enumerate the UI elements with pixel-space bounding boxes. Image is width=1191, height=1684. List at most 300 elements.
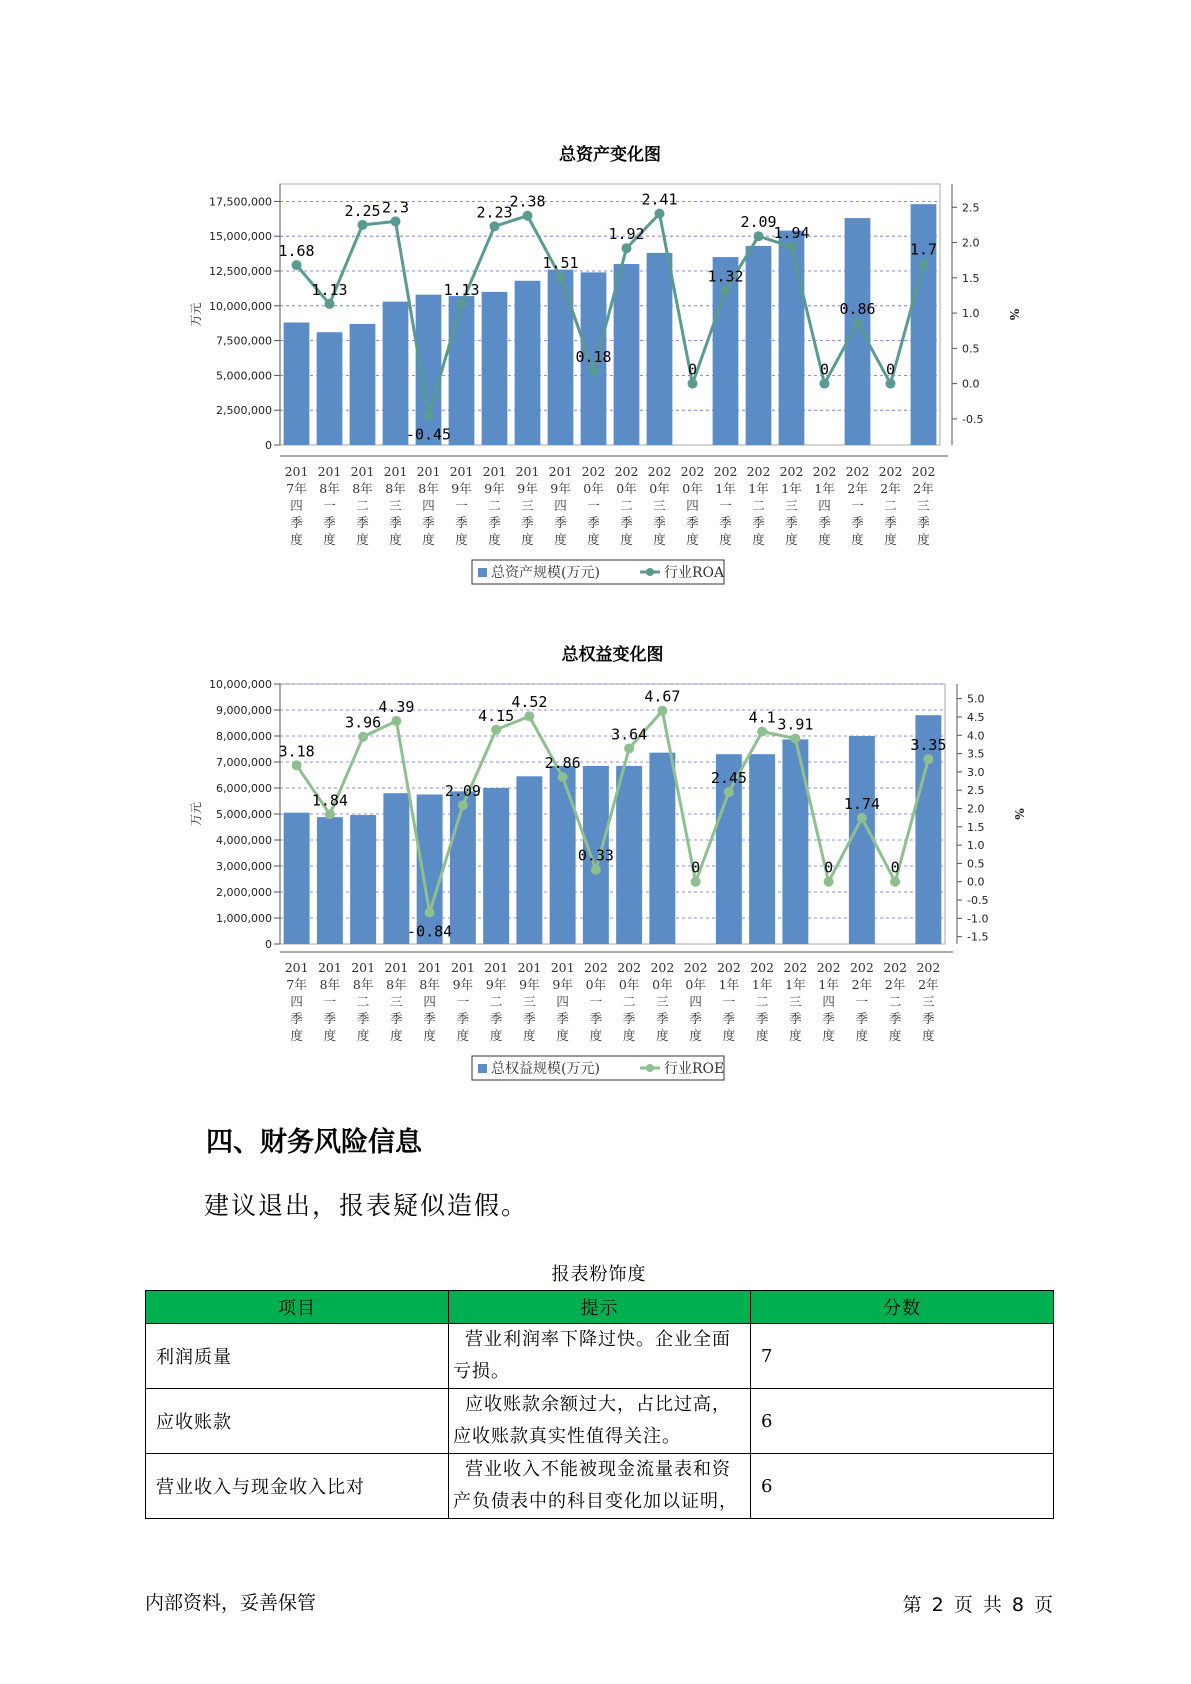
x-tick-label: 201 xyxy=(416,464,441,479)
x-tick-label: 201 xyxy=(351,960,376,975)
x-tick-label: 9年 xyxy=(517,481,538,496)
data-label: 1.68 xyxy=(278,242,315,261)
x-tick-label: 度 xyxy=(752,532,765,547)
data-label: 4.15 xyxy=(478,706,515,725)
bar xyxy=(849,736,875,944)
bar xyxy=(647,253,673,445)
x-tick-label: 度 xyxy=(523,1028,536,1043)
x-tick-label: 季 xyxy=(290,515,303,530)
x-tick-label: 201 xyxy=(517,960,542,975)
y2-tick-label: 3.0 xyxy=(967,765,985,779)
x-tick-label: 202 xyxy=(916,960,941,975)
x-tick-label: 季 xyxy=(789,1011,802,1026)
data-label: 0 xyxy=(824,858,834,877)
x-tick-label: 201 xyxy=(350,464,375,479)
x-tick-label: 季 xyxy=(818,515,831,530)
data-label: 3.18 xyxy=(278,742,315,761)
line-point xyxy=(458,800,468,810)
line-point xyxy=(292,760,302,770)
x-tick-label: 1年 xyxy=(715,481,736,496)
x-tick-label: 1年 xyxy=(718,977,740,992)
x-tick-label: 二 xyxy=(620,498,633,513)
section-heading: 四、财务风险信息 xyxy=(206,1127,422,1158)
line-point xyxy=(325,299,335,309)
x-tick-label: 2年 xyxy=(913,481,934,496)
data-label: 0 xyxy=(687,360,698,379)
data-label: 3.91 xyxy=(777,715,814,734)
bar xyxy=(383,302,409,445)
x-tick-label: 季 xyxy=(851,515,864,530)
x-tick-label: 9年 xyxy=(451,481,472,496)
x-tick-label: 四 xyxy=(290,994,303,1009)
y-tick-label: 0 xyxy=(265,439,272,452)
bar xyxy=(449,296,475,445)
x-tick-label: 季 xyxy=(722,1011,736,1026)
line-point xyxy=(787,242,797,252)
x-tick-label: 0年 xyxy=(682,481,703,496)
x-tick-label: 季 xyxy=(455,515,468,530)
x-tick-label: 三 xyxy=(521,498,534,513)
x-tick-label: 季 xyxy=(922,1011,935,1026)
x-tick-label: 度 xyxy=(686,532,699,547)
legend-bar-label: 总权益规模(万元) xyxy=(491,1061,600,1077)
line-point xyxy=(886,379,896,389)
x-tick-label: 度 xyxy=(656,1028,669,1043)
table-caption: 报表粉饰度 xyxy=(551,1264,647,1285)
data-label: 2.25 xyxy=(344,201,381,220)
x-tick-label: 度 xyxy=(488,532,501,547)
row-hint: 营业利润率下降过快。企业全面亏损。 xyxy=(449,1324,751,1389)
header-item: 项目 xyxy=(146,1291,449,1324)
x-tick-label: 度 xyxy=(389,532,402,547)
y2-tick-label: 1.5 xyxy=(962,271,980,285)
x-tick-label: 季 xyxy=(587,515,600,530)
x-tick-label: 季 xyxy=(653,515,666,530)
y-tick-label: 0 xyxy=(265,938,272,951)
y-tick-label: 9,000,000 xyxy=(216,704,272,717)
row-hint: 营业收入不能被现金流量表和资产负债表中的科目变化加以证明， xyxy=(449,1454,751,1519)
x-tick-label: 8年 xyxy=(319,977,341,992)
x-tick-label: 202 xyxy=(816,960,841,975)
line-point xyxy=(857,813,867,823)
x-tick-label: 度 xyxy=(290,1028,303,1043)
line-point xyxy=(757,727,767,737)
line-point xyxy=(657,706,667,716)
x-tick-label: 201 xyxy=(548,464,573,479)
x-tick-label: 1年 xyxy=(751,977,773,992)
y2-tick-label: 2.5 xyxy=(962,201,980,215)
x-tick-label: 季 xyxy=(686,515,699,530)
y2-tick-label: 0.5 xyxy=(967,857,985,871)
x-tick-label: 度 xyxy=(851,532,864,547)
x-tick-label: 三 xyxy=(917,498,930,513)
data-label: 3.64 xyxy=(611,725,648,744)
line-point xyxy=(890,877,900,887)
row-score: 7 xyxy=(751,1324,1054,1389)
y-tick-label: 4,000,000 xyxy=(216,834,272,847)
x-tick-label: 0年 xyxy=(583,481,604,496)
line-point xyxy=(358,220,368,230)
line-point xyxy=(923,754,933,764)
x-tick-label: 一 xyxy=(587,498,600,513)
x-tick-label: 季 xyxy=(323,1011,337,1026)
x-tick-label: 202 xyxy=(650,960,675,975)
x-tick-label: 202 xyxy=(849,960,874,975)
row-score: 6 xyxy=(751,1389,1054,1454)
line-point xyxy=(424,410,434,420)
x-tick-label: 季 xyxy=(620,515,633,530)
x-tick-label: 季 xyxy=(822,1011,835,1026)
x-tick-label: 二 xyxy=(884,498,897,513)
y-tick-label: 7,500,000 xyxy=(216,334,272,348)
x-tick-label: 三 xyxy=(785,498,798,513)
line-point xyxy=(624,743,634,753)
table-row xyxy=(146,1324,1054,1389)
x-tick-label: 一 xyxy=(455,498,468,513)
x-tick-label: 2年 xyxy=(847,481,868,496)
x-tick-label: 度 xyxy=(323,1028,337,1043)
x-tick-label: 9年 xyxy=(519,977,540,992)
y-tick-label: 5,000,000 xyxy=(216,369,272,383)
bar xyxy=(516,776,542,944)
y2-tick-label: 1.0 xyxy=(967,839,985,853)
line-point xyxy=(622,243,632,253)
y-tick-label: 10,000,000 xyxy=(209,299,272,313)
x-tick-label: 季 xyxy=(888,1011,902,1026)
x-tick-label: 二 xyxy=(356,498,369,513)
x-tick-label: 度 xyxy=(755,1028,769,1043)
x-tick-label: 2年 xyxy=(880,481,901,496)
line-point xyxy=(457,299,467,309)
line-point xyxy=(425,908,435,918)
x-tick-label: 202 xyxy=(779,464,804,479)
x-tick-label: 二 xyxy=(489,994,503,1009)
x-tick-label: 四 xyxy=(556,994,569,1009)
y2-tick-label: 4.0 xyxy=(967,729,985,743)
x-tick-label: 季 xyxy=(489,1011,503,1026)
y-tick-label: 2,500,000 xyxy=(216,404,272,418)
x-tick-label: 度 xyxy=(620,532,633,547)
x-tick-label: 四 xyxy=(689,994,702,1009)
data-label: 3.35 xyxy=(910,736,947,755)
legend-line-label: 行业ROE xyxy=(664,1061,725,1077)
x-tick-label: 度 xyxy=(323,532,336,547)
bar xyxy=(616,766,642,944)
x-tick-label: 季 xyxy=(719,515,732,530)
bar xyxy=(749,754,775,944)
x-tick-label: 度 xyxy=(390,1028,403,1043)
x-tick-label: 9年 xyxy=(484,481,505,496)
legend-line-marker xyxy=(646,1064,654,1072)
x-tick-label: 度 xyxy=(455,532,468,547)
line-point xyxy=(491,725,501,735)
x-tick-label: 度 xyxy=(489,1028,503,1043)
x-tick-label: 四 xyxy=(686,498,699,513)
x-tick-label: 三 xyxy=(390,994,403,1009)
data-label: -0.45 xyxy=(405,425,452,444)
data-label: 2.45 xyxy=(710,769,747,788)
legend-line-label: 行业ROA xyxy=(664,565,725,581)
y2-tick-label: 1.0 xyxy=(962,307,980,321)
line-point xyxy=(523,211,533,221)
total-equity-chart xyxy=(0,630,1191,1100)
x-tick-label: 度 xyxy=(356,532,369,547)
x-tick-label: 三 xyxy=(389,498,402,513)
x-tick-label: 1年 xyxy=(748,481,769,496)
y-tick-label: 17,500,000 xyxy=(209,195,272,209)
header-hint: 提示 xyxy=(449,1291,751,1324)
x-tick-label: 202 xyxy=(647,464,672,479)
line-point xyxy=(490,221,500,231)
x-tick-label: 度 xyxy=(422,532,435,547)
x-tick-label: 度 xyxy=(789,1028,802,1043)
x-tick-label: 度 xyxy=(785,532,798,547)
line-point xyxy=(853,318,863,328)
x-tick-label: 度 xyxy=(884,532,897,547)
bar xyxy=(483,788,509,944)
x-tick-label: 度 xyxy=(917,532,930,547)
data-label: 2.23 xyxy=(476,203,513,222)
x-tick-label: 201 xyxy=(484,960,509,975)
bar xyxy=(350,324,376,445)
x-tick-label: 季 xyxy=(521,515,534,530)
x-tick-label: 二 xyxy=(755,994,769,1009)
x-tick-label: 季 xyxy=(554,515,567,530)
x-tick-label: 202 xyxy=(581,464,606,479)
data-label: 2.38 xyxy=(509,192,546,211)
line-point xyxy=(292,260,302,270)
x-tick-label: 202 xyxy=(878,464,903,479)
data-label: 2.09 xyxy=(444,782,481,801)
y-axis-title: 万元 xyxy=(189,302,203,327)
y2-tick-label: 4.5 xyxy=(967,710,985,724)
x-tick-label: 0年 xyxy=(618,977,640,992)
x-tick-label: 度 xyxy=(556,1028,569,1043)
data-label: 2.09 xyxy=(740,213,777,232)
x-tick-label: 201 xyxy=(449,464,474,479)
x-tick-label: 202 xyxy=(812,464,837,479)
x-tick-label: 1年 xyxy=(818,977,839,992)
data-label: 4.39 xyxy=(378,697,415,716)
x-tick-label: 202 xyxy=(683,960,708,975)
x-tick-label: 季 xyxy=(689,1011,702,1026)
data-label: 0.33 xyxy=(577,846,614,865)
x-tick-label: 三 xyxy=(922,994,935,1009)
y-tick-label: 5,000,000 xyxy=(216,808,272,821)
x-tick-label: 季 xyxy=(855,1011,869,1026)
data-label: 1.94 xyxy=(773,223,810,242)
y-tick-label: 3,000,000 xyxy=(216,860,272,873)
x-tick-label: 季 xyxy=(556,1011,569,1026)
data-label: 1.32 xyxy=(707,267,744,286)
x-tick-label: 8年 xyxy=(419,977,440,992)
y2-tick-label: 0.5 xyxy=(962,342,980,356)
line-point xyxy=(919,259,929,269)
row-item: 利润质量 xyxy=(146,1324,449,1389)
x-tick-label: 季 xyxy=(755,1011,769,1026)
x-tick-label: 2年 xyxy=(851,977,873,992)
x-tick-label: 8年 xyxy=(319,481,340,496)
data-label: 0.18 xyxy=(575,347,612,366)
y-tick-label: 1,000,000 xyxy=(216,912,272,925)
data-label: 0 xyxy=(819,360,830,379)
row-score: 6 xyxy=(751,1454,1054,1519)
bar xyxy=(649,753,675,944)
bar xyxy=(317,332,343,445)
data-label: 1.13 xyxy=(311,280,348,299)
x-tick-label: 202 xyxy=(583,960,608,975)
x-tick-label: 202 xyxy=(750,960,775,975)
x-tick-label: 8年 xyxy=(418,481,439,496)
footer-page-number: 第 2 页 共 8 页 xyxy=(902,1594,1053,1616)
x-tick-label: 三 xyxy=(789,994,802,1009)
x-tick-label: 度 xyxy=(423,1028,436,1043)
x-tick-label: 一 xyxy=(855,994,869,1009)
x-tick-label: 度 xyxy=(719,532,732,547)
total-assets-chart xyxy=(0,130,1191,600)
y2-tick-label: -0.5 xyxy=(962,412,984,426)
x-tick-label: 一 xyxy=(323,498,336,513)
line-point xyxy=(325,809,335,819)
x-tick-label: 2年 xyxy=(884,977,906,992)
line-point xyxy=(820,379,830,389)
x-tick-label: 201 xyxy=(284,960,309,975)
x-tick-label: 201 xyxy=(515,464,540,479)
x-tick-label: 1年 xyxy=(785,977,806,992)
bar xyxy=(350,815,376,944)
y-tick-label: 8,000,000 xyxy=(216,730,272,743)
x-tick-label: 四 xyxy=(290,498,303,513)
x-tick-label: 201 xyxy=(482,464,507,479)
x-tick-label: 202 xyxy=(845,464,870,479)
x-tick-label: 0年 xyxy=(585,977,607,992)
data-label: 4.67 xyxy=(644,687,681,706)
y2-tick-label: -0.5 xyxy=(967,894,989,908)
x-tick-label: 一 xyxy=(722,994,736,1009)
y2-tick-label: 3.5 xyxy=(967,747,985,761)
x-tick-label: 季 xyxy=(589,1011,603,1026)
x-tick-label: 202 xyxy=(883,960,908,975)
x-tick-label: 度 xyxy=(818,532,831,547)
data-label: 1.84 xyxy=(311,791,348,810)
line-point xyxy=(358,732,368,742)
x-tick-label: 202 xyxy=(783,960,808,975)
x-tick-label: 202 xyxy=(614,464,639,479)
data-label: 0 xyxy=(885,360,896,379)
risk-table xyxy=(145,1290,1054,1519)
y2-tick-label: 2.5 xyxy=(967,784,985,798)
x-tick-label: 四 xyxy=(422,498,435,513)
x-tick-label: 201 xyxy=(317,960,342,975)
x-tick-label: 202 xyxy=(746,464,771,479)
x-tick-label: 季 xyxy=(356,515,369,530)
bar xyxy=(548,270,574,445)
x-tick-label: 8年 xyxy=(386,977,407,992)
bar xyxy=(550,766,576,944)
y-tick-label: 10,000,000 xyxy=(209,678,272,691)
data-label: 4.1 xyxy=(748,708,776,727)
x-tick-label: 季 xyxy=(390,1011,403,1026)
x-tick-label: 201 xyxy=(384,960,409,975)
bar xyxy=(515,281,541,445)
x-tick-label: 季 xyxy=(356,1011,370,1026)
x-tick-label: 季 xyxy=(456,1011,470,1026)
line-point xyxy=(556,272,566,282)
bar xyxy=(450,791,476,944)
data-label: 4.52 xyxy=(511,693,548,712)
x-tick-label: 季 xyxy=(622,1011,636,1026)
y2-axis-title: % xyxy=(1007,308,1021,321)
data-label: -0.84 xyxy=(407,922,453,941)
x-tick-label: 201 xyxy=(317,464,342,479)
x-tick-label: 季 xyxy=(785,515,798,530)
x-tick-label: 0年 xyxy=(616,481,637,496)
x-tick-label: 9年 xyxy=(485,977,507,992)
y2-tick-label: 2.0 xyxy=(967,802,985,816)
x-tick-label: 四 xyxy=(818,498,831,513)
bar xyxy=(284,813,310,944)
x-tick-label: 季 xyxy=(290,1011,303,1026)
x-tick-label: 9年 xyxy=(452,977,474,992)
data-label: 1.51 xyxy=(542,254,579,273)
x-tick-label: 季 xyxy=(752,515,765,530)
y2-tick-label: 5.0 xyxy=(967,692,985,706)
x-tick-label: 三 xyxy=(653,498,666,513)
bar xyxy=(317,817,343,944)
line-point xyxy=(824,877,834,887)
x-tick-label: 二 xyxy=(752,498,765,513)
line-point xyxy=(524,711,534,721)
data-label: 1.7 xyxy=(909,240,938,259)
x-tick-label: 度 xyxy=(722,1028,736,1043)
x-tick-label: 201 xyxy=(550,960,575,975)
y-tick-label: 15,000,000 xyxy=(209,230,272,244)
header-score: 分数 xyxy=(751,1291,1054,1324)
y-tick-label: 12,500,000 xyxy=(209,265,272,278)
x-tick-label: 度 xyxy=(855,1028,869,1043)
x-tick-label: 201 xyxy=(383,464,408,479)
section-text: 建议退出，报表疑似造假。 xyxy=(204,1191,529,1220)
x-tick-label: 度 xyxy=(653,532,666,547)
x-tick-label: 201 xyxy=(450,960,475,975)
x-tick-label: 202 xyxy=(617,960,642,975)
x-tick-label: 二 xyxy=(622,994,636,1009)
bar xyxy=(284,323,310,445)
line-point xyxy=(589,366,599,376)
line-point xyxy=(655,209,665,219)
data-label: 0 xyxy=(691,858,701,877)
line-point xyxy=(691,877,701,887)
bar xyxy=(383,793,409,944)
data-label: 1.74 xyxy=(843,795,880,814)
x-tick-label: 季 xyxy=(423,1011,436,1026)
row-item: 应收账款 xyxy=(146,1389,449,1454)
x-tick-label: 度 xyxy=(521,532,534,547)
x-tick-label: 202 xyxy=(716,960,741,975)
chart-title: 总权益变化图 xyxy=(561,645,664,665)
y2-tick-label: 0.0 xyxy=(962,377,980,391)
x-tick-label: 201 xyxy=(284,464,309,479)
x-tick-label: 四 xyxy=(423,994,436,1009)
x-tick-label: 202 xyxy=(680,464,705,479)
x-tick-label: 1年 xyxy=(814,481,835,496)
x-tick-label: 季 xyxy=(389,515,402,530)
x-tick-label: 9年 xyxy=(550,481,571,496)
x-tick-label: 度 xyxy=(356,1028,370,1043)
x-tick-label: 度 xyxy=(554,532,567,547)
data-label: 3.96 xyxy=(345,713,382,732)
x-tick-label: 9年 xyxy=(552,977,573,992)
